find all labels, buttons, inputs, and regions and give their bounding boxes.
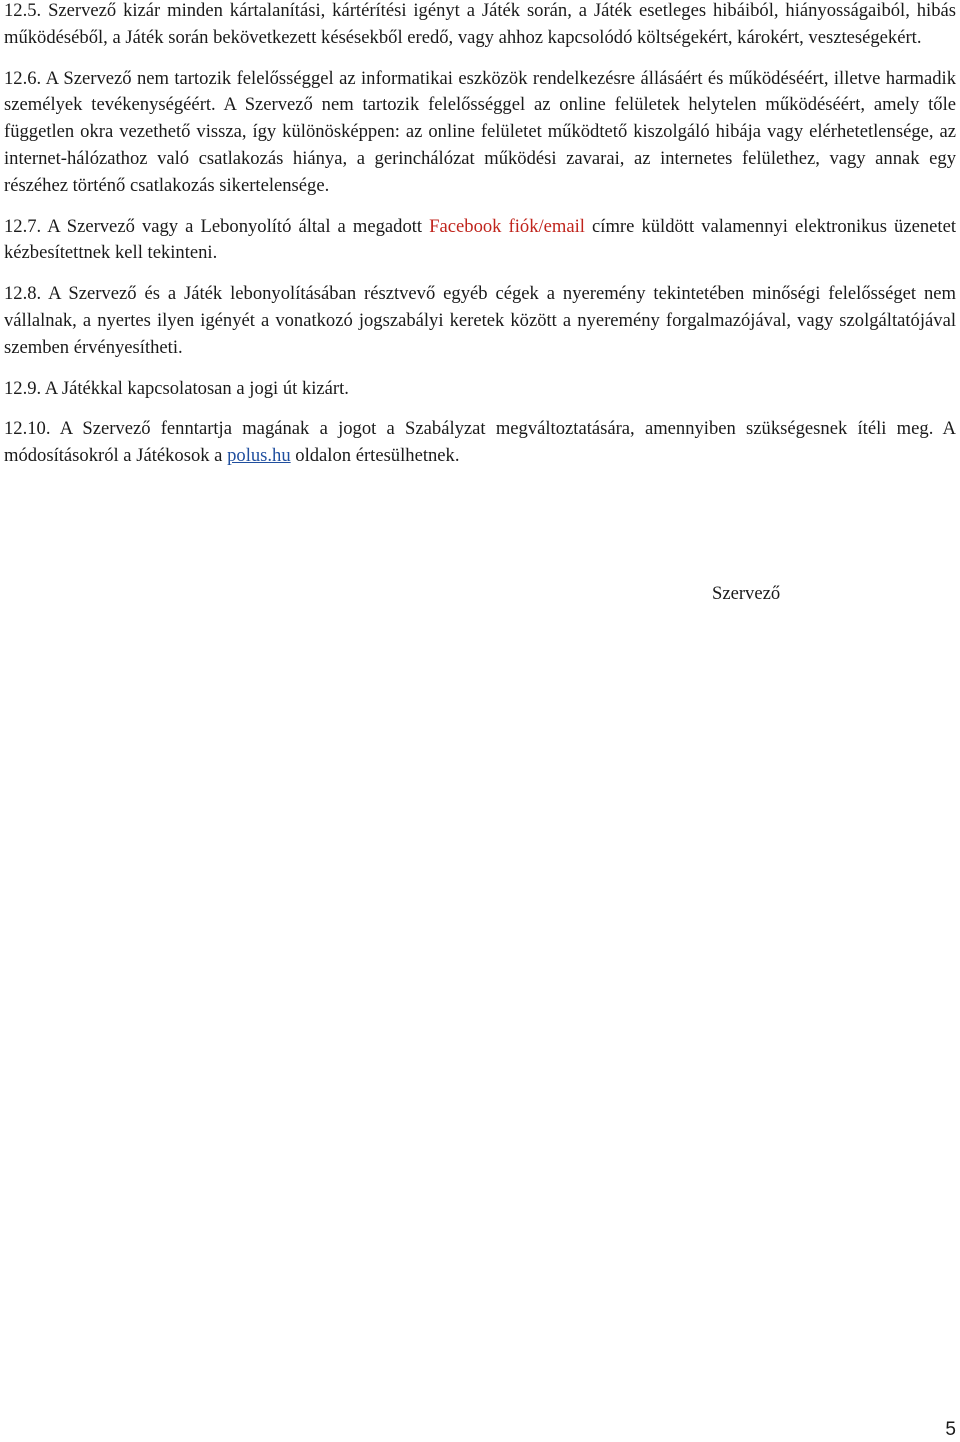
polus-link[interactable]: polus.hu [227, 445, 291, 467]
paragraph-12-7-text-start: 12.7. A Szervező vagy a Lebonyolító által a megadott [4, 215, 430, 237]
document-body [4, 0, 956, 484]
paragraph-12-7-text-end: címre küldött valamennyi elektronikus üzenetet kézbesítettnek kell tekinteni. [4, 215, 956, 264]
paragraph-12-8: 12.8. A Szervező és a Játék lebonyolításában résztvevő egyéb cégek a nyeremény tekintetében minőségi felelősséget nem vállalnak, a nyertes ilyen igényét a vonatkozó jogszabályi keretek között a nyeremény forgalmazójával, vagy szolgáltatójával szemben érvényesítheti. [4, 283, 956, 358]
paragraph-12-7 [4, 214, 956, 268]
paragraph-12-9: 12.9. A Játékkal kapcsolatosan a jogi út kizárt. [4, 377, 349, 399]
facebook-email-highlight: Facebook fiók/email [429, 215, 585, 237]
paragraph-12-10 [4, 416, 956, 470]
signature-organizer: Szervező [712, 583, 781, 604]
page-number: 5 [945, 1419, 956, 1440]
paragraph-12-5: 12.5. Szervező kizár minden kártalanítási, kártérítési igényt a Játék során, a Játék esetleges hibáiból, hiányosságaiból, hibás működéséből, a Játék során bekövetkezett késésekből eredő, vagy ahhoz kapcsolódó költségekért, károkért, veszteségekért. [4, 0, 956, 48]
paragraph-12-10-text-start: 12.10. A Szervező fenntartja magának a jogot a Szabályzat megváltoztatására, amennyiben szükségesnek ítéli meg. A módosításokról a Játékosok a [4, 418, 956, 467]
paragraph-12-6: 12.6. A Szervező nem tartozik felelősséggel az informatikai eszközök rendelkezésre állásáért és működéséért, illetve harmadik személyek tevékenységéért. A Szervező nem tartozik felelősséggel az online felületek helytelen működéséért, amely tőle független okra vezethető vissza, így különösképpen: az online felületet működtető kiszolgáló hibája vagy elérhetetlensége, az internet-hálózathoz való csatlakozás hiánya, a gerinchálózat működési zavarai, az internetes felülethez, vagy annak egy részéhez történő csatlakozás sikertelensége. [4, 67, 956, 196]
paragraph-12-10-text-end: oldalon értesülhetnek. [290, 445, 460, 467]
